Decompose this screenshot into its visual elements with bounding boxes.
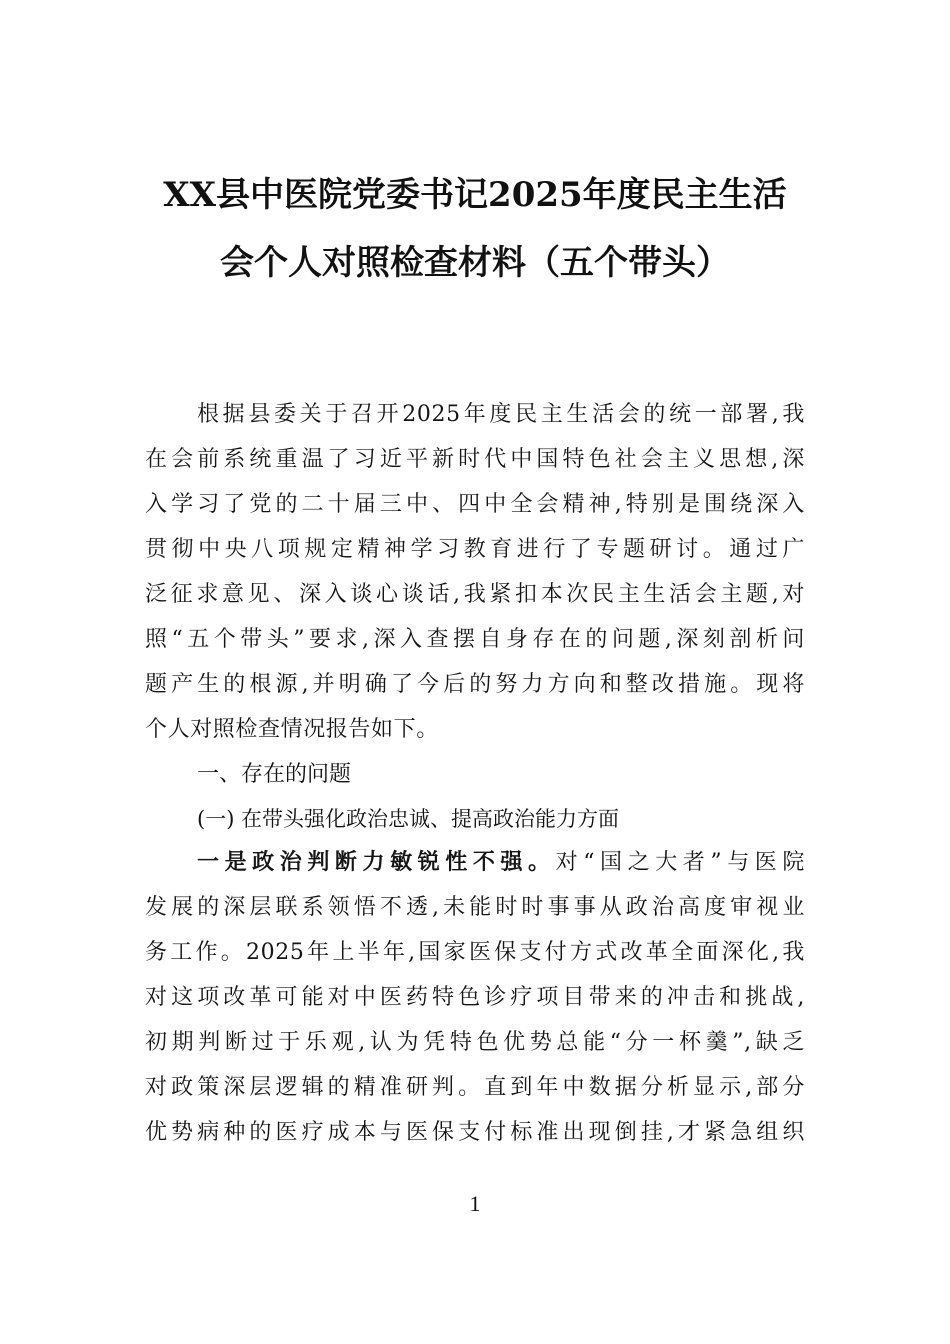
point-1-line: 初期判断过于乐观,认为凭特色优势总能“分一杯羹”,缺乏	[145, 1030, 805, 1055]
point-1-line: 发展的深层联系领悟不透,未能时时事事从政治高度审视业	[145, 895, 805, 920]
section-heading: 一、存在的问题	[197, 762, 352, 787]
point-1-line: 对政策深层逻辑的精准研判。直到年中数据分析显示,部分	[145, 1075, 805, 1100]
document-title-line-1: XX县中医院党委书记2025年度民主生活	[163, 175, 787, 215]
point-1-line: 务工作。2025年上半年,国家医保支付方式改革全面深化,我	[145, 940, 805, 965]
point-1-first-line-rest: 对“国之大者”与医院	[555, 850, 805, 875]
document-title-line-2: 会个人对照检查材料（五个带头）	[220, 243, 730, 283]
intro-line: 泛征求意见、深入谈心谈话,我紧扣本次民主生活会主题,对	[145, 582, 805, 607]
page-number: 1	[469, 1191, 481, 1216]
point-1-first-line	[145, 848, 805, 878]
intro-line: 个人对照检查情况报告如下。	[145, 717, 439, 742]
intro-line: 入学习了党的二十届三中、四中全会精神,特别是围绕深入	[145, 492, 805, 517]
point-1-lead: 一是政治判断力敏锐性不强。	[197, 850, 556, 875]
intro-line: 照“五个带头”要求,深入查摆自身存在的问题,深刻剖析问	[145, 627, 805, 652]
point-1-line: 优势病种的医疗成本与医保支付标准出现倒挂,才紧急组织	[145, 1120, 805, 1145]
subsection-heading: (一) 在带头强化政治忠诚、提高政治能力方面	[197, 807, 620, 831]
intro-line: 题产生的根源,并明确了今后的努力方向和整改措施。现将	[145, 672, 805, 697]
intro-line: 贯彻中央八项规定精神学习教育进行了专题研讨。通过广	[145, 537, 805, 562]
intro-line: 在会前系统重温了习近平新时代中国特色社会主义思想,深	[145, 447, 805, 472]
point-1-line: 对这项改革可能对中医药特色诊疗项目带来的冲击和挑战,	[145, 985, 805, 1010]
intro-line: 根据县委关于召开2025年度民主生活会的统一部署,我	[197, 402, 805, 427]
